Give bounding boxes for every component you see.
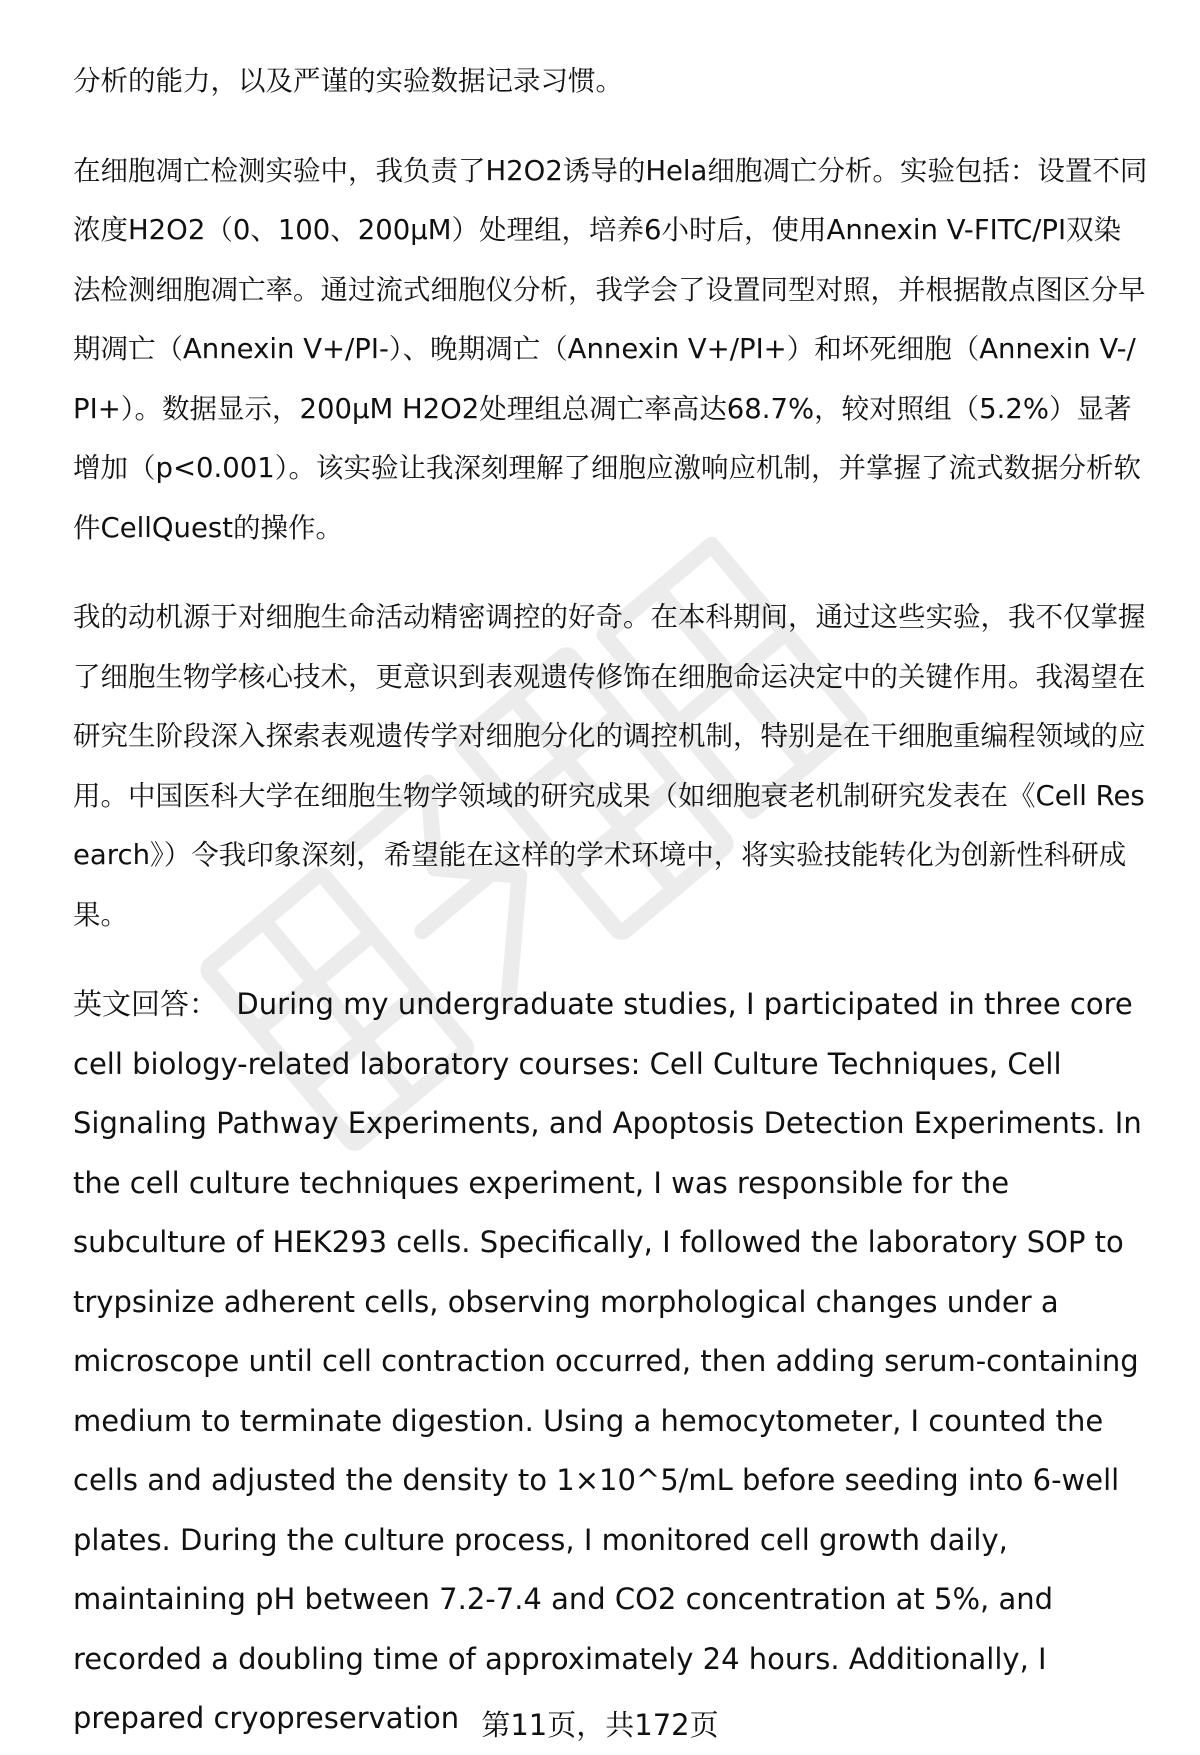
page-number-footer: 第11页，共172页	[481, 1708, 719, 1742]
paragraph-spacer	[73, 558, 1148, 588]
paragraph-3: 我的动机源于对细胞生命活动精密调控的好奇。在本科期间，通过这些实验，我不仅掌握了细胞生物学核心技术，更意识到表观遗传修饰在细胞命运决定中的关键作用。我渴望在研究生阶段深入探索表观遗传学对细胞分化的调控机制，特别是在干细胞重编程领域的应用。中国医科大学在细胞生物学领域的研究成果（如细胞衰老机制研究发表在《Cell Research》）令我印象深刻，希望能在这样的学术环境中，将实验技能转化为创新性科研成果。	[73, 601, 1146, 931]
paragraph-spacer	[73, 112, 1148, 142]
paragraph-spacer	[73, 945, 1148, 975]
paragraph-2: 在细胞凋亡检测实验中，我负责了H2O2诱导的Hela细胞凋亡分析。实验包括：设置不同浓度H2O2（0、100、200μM）处理组，培养6小时后，使用Annexin V-FITC/PI双染法检测细胞凋亡率。通过流式细胞仪分析，我学会了设置同型对照，并根据散点图区分早期凋亡（Annexin V+/PI-）、晚期凋亡（Annexin V+/PI+）和坏死细胞（Annexin V-/PI+）。数据显示，200μM H2O2处理组总凋亡率高达68.7%，较对照组（5.2%）显著增加（p<0.001）。该实验让我深刻理解了细胞应激响应机制，并掌握了流式数据分析软件CellQuest的操作。	[73, 154, 1148, 544]
paragraph-4-english-answer: 英文回答： During my undergraduate studies, I participated in three core cell biology-related laboratory courses: Cell Culture Techniques, Cell Signaling Pathway Experiments, and Apoptosis Detection Experiments. In the cell culture techniques experiment, I was responsible for the subculture of HEK293 cells. Specifically, I followed the laboratory SOP to trypsinize adherent cells, observing morphological changes under a microscope until cell contraction occurred, then adding serum-containing medium to terminate digestion. Using a hemocytometer, I counted the cells and adjusted the density to 1×10^5/mL before seeding into 6-well plates. During the culture process, I monitored cell growth daily, maintaining pH between 7.2-7.4 and CO2 concentration at 5%, and recorded a doubling time of approximately 24 hours. Additionally, I prepared cryopreservation	[73, 987, 1151, 1735]
document-body	[73, 52, 1151, 1749]
paragraph-1: 分析的能力，以及严谨的实验数据记录习惯。	[73, 65, 623, 97]
